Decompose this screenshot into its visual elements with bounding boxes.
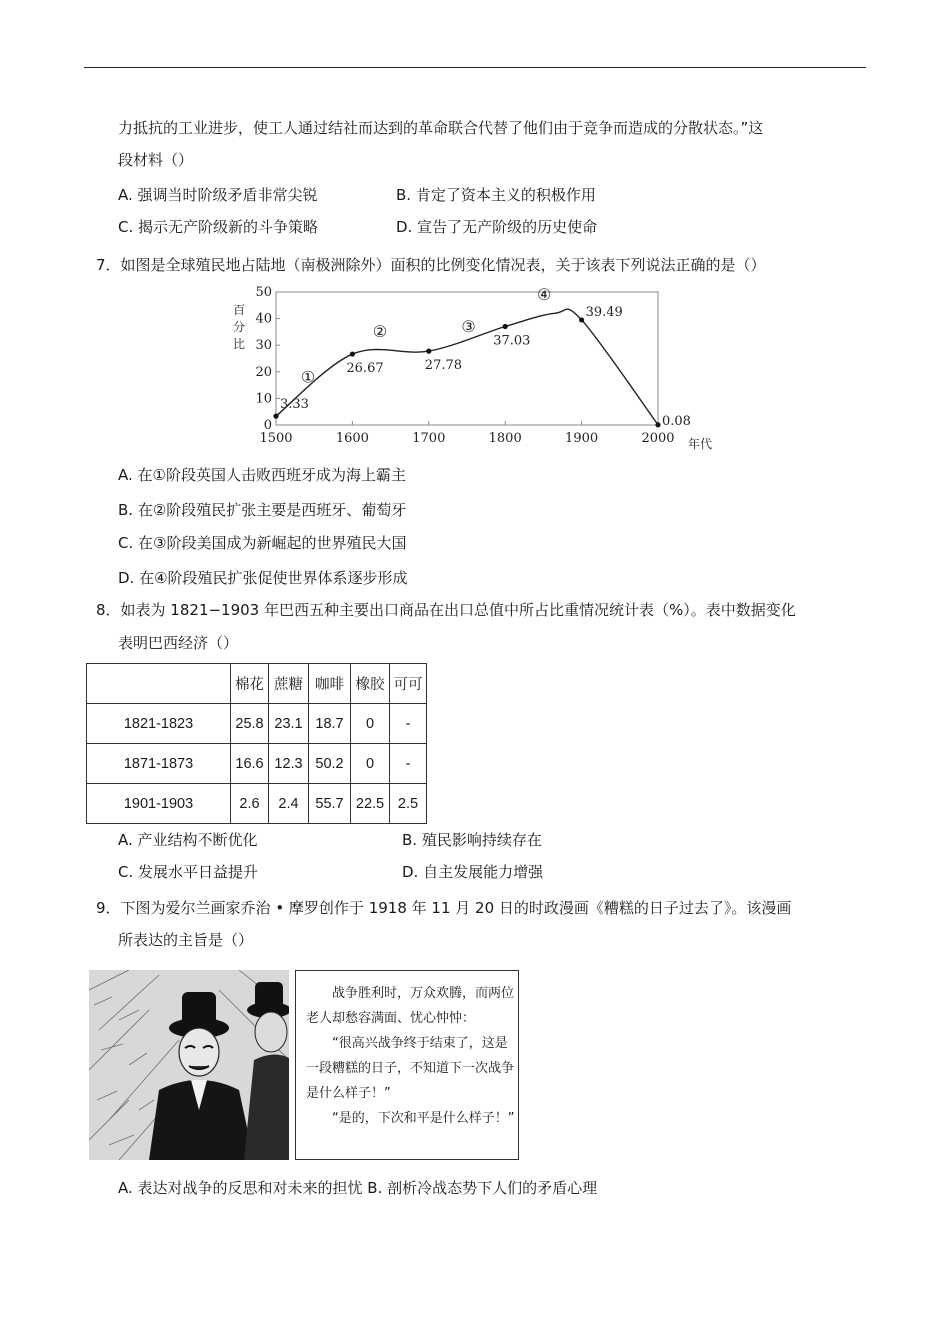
caption-line: 是什么样子！” — [306, 1086, 391, 1101]
caption-line: “是的，下次和平是什么样子！” — [332, 1111, 515, 1126]
x-tick-label: 1700 — [412, 431, 446, 446]
q6-option-c: C. 揭示无产阶级新的斗争策略 — [118, 218, 319, 236]
table-cell: - — [390, 744, 427, 784]
cartoon-caption-box — [295, 970, 519, 1160]
q6-stem-line1: 力抵抗的工业进步，使工人通过结社而达到的革命联合代替了他们由于竞争而造成的分散状态。”这 — [118, 119, 764, 137]
table-cell: 1821-1823 — [87, 704, 231, 744]
table-cell: - — [390, 704, 427, 744]
stage-marker: ③ — [461, 316, 476, 336]
caption-line: “很高兴战争终于结束了，这是 — [332, 1036, 508, 1051]
caption-line: 一段糟糕的日子，不知道下一次战争 — [306, 1061, 515, 1076]
x-tick-label: 1500 — [259, 431, 293, 446]
colonial-area-line-chart — [226, 282, 726, 454]
table-header-cell: 蔗糖 — [269, 664, 309, 704]
q6-stem-line2: 段材料（） — [118, 151, 194, 169]
y-tick-label: 40 — [255, 311, 272, 327]
q8-option-c: C. 发展水平日益提升 — [118, 863, 259, 881]
data-label: 0.08 — [662, 413, 691, 429]
y-axis-label-char: 分 — [232, 320, 246, 334]
q6-option-b: B. 肯定了资本主义的积极作用 — [396, 186, 596, 204]
data-label: 3.33 — [280, 397, 309, 413]
y-tick-label: 0 — [263, 418, 272, 433]
caption-line: 战争胜利时，万众欢腾，而两位 — [332, 986, 515, 1001]
brazil-exports-table — [86, 663, 427, 824]
table-header-cell: 橡胶 — [351, 664, 390, 704]
caption-line: 老人却愁容满面、忧心忡忡： — [306, 1011, 476, 1026]
table-cell: 0 — [351, 704, 390, 744]
q6-option-d: D. 宣告了无产阶级的历史使命 — [396, 218, 598, 236]
table-cell: 2.5 — [390, 784, 427, 824]
q8-option-b: B. 殖民影响持续存在 — [402, 831, 542, 849]
table-header-cell: 棉花 — [231, 664, 269, 704]
table-cell: 12.3 — [269, 744, 309, 784]
stage-marker: ① — [300, 367, 316, 387]
table-cell: 50.2 — [309, 744, 351, 784]
table-cell: 23.1 — [269, 704, 309, 744]
q8-stem-line2: 表明巴西经济（） — [118, 634, 239, 652]
y-axis-label-char: 百 — [232, 303, 246, 317]
header-rule — [84, 67, 866, 68]
data-label: 26.67 — [346, 361, 384, 377]
y-tick-label: 50 — [255, 285, 272, 300]
table-cell: 16.6 — [231, 744, 269, 784]
table-header-cell — [87, 664, 231, 704]
table-cell: 25.8 — [231, 704, 269, 744]
table-cell: 2.6 — [231, 784, 269, 824]
table-header-cell: 可可 — [390, 664, 427, 704]
table-row — [87, 784, 427, 824]
q8-option-a: A. 产业结构不断优化 — [118, 831, 258, 849]
data-label: 39.49 — [585, 304, 623, 320]
table-cell: 2.4 — [269, 784, 309, 824]
x-tick-label: 1800 — [488, 431, 522, 446]
table-row — [87, 704, 427, 744]
q7-option-b: B. 在②阶段殖民扩张主要是西班牙、葡萄牙 — [118, 501, 407, 519]
table-header-cell: 咖啡 — [309, 664, 351, 704]
data-point — [350, 351, 355, 356]
data-point — [503, 324, 508, 329]
table-row — [87, 744, 427, 784]
q7-option-d: D. 在④阶段殖民扩张促使世界体系逐步形成 — [118, 569, 408, 587]
table-cell: 18.7 — [309, 704, 351, 744]
q7-option-c: C. 在③阶段美国成为新崛起的世界殖民大国 — [118, 534, 407, 552]
y-tick-label: 20 — [255, 364, 272, 380]
table-cell: 1871-1873 — [87, 744, 231, 784]
x-tick-label: 2000 — [641, 431, 675, 446]
stage-marker: ④ — [536, 284, 552, 304]
q7-option-a: A. 在①阶段英国人击败西班牙成为海上霸主 — [118, 466, 406, 484]
q6-option-a: A. 强调当时阶级矛盾非常尖锐 — [118, 186, 318, 204]
data-label: 27.78 — [424, 358, 463, 374]
data-point — [426, 349, 431, 354]
y-tick-label: 10 — [255, 391, 272, 407]
table-header-row — [87, 664, 427, 704]
q8-stem-line1: 8．如表为 1821−1903 年巴西五种主要出口商品在出口总值中所占比重情况统计表（%）。表中数据变化 — [96, 601, 796, 619]
data-label: 37.03 — [493, 333, 531, 349]
table-cell: 0 — [351, 744, 390, 784]
cartoon-illustration — [89, 970, 289, 1160]
stage-marker: ② — [372, 322, 388, 342]
table-cell: 22.5 — [351, 784, 390, 824]
y-axis-label-char: 比 — [232, 337, 246, 351]
x-tick-label: 1900 — [565, 431, 599, 446]
data-point — [655, 422, 660, 427]
y-tick-label: 30 — [255, 338, 272, 354]
x-tick-label: 1600 — [335, 431, 369, 446]
q9-stem-line2: 所表达的主旨是（） — [118, 931, 254, 949]
q9-options-a-b: A. 表达对战争的反思和对未来的担忧 B. 剖析冷战态势下人们的矛盾心理 — [118, 1179, 598, 1197]
x-axis-label: 年代 — [688, 437, 713, 451]
table-cell: 1901-1903 — [87, 784, 231, 824]
data-point — [579, 317, 584, 322]
table-cell: 55.7 — [309, 784, 351, 824]
q7-stem: 7．如图是全球殖民地占陆地（南极洲除外）面积的比例变化情况表，关于该表下列说法正确的是（） — [96, 256, 766, 274]
data-point — [273, 414, 278, 419]
q9-stem-line1: 9．下图为爱尔兰画家乔治 • 摩罗创作于 1918 年 11 月 20 日的时政漫画《糟糕的日子过去了》。该漫画 — [96, 899, 792, 917]
q8-option-d: D. 自主发展能力增强 — [402, 863, 544, 881]
